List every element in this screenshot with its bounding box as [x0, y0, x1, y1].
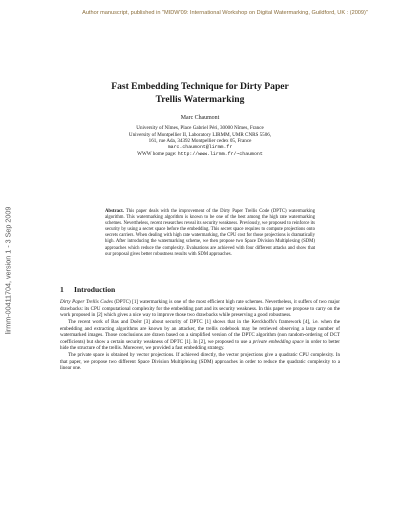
title-line-1: Fast Embedding Technique for Dirty Paper — [111, 81, 289, 92]
homepage-label: WWW home page: — [137, 151, 177, 158]
abstract-label: Abstract. — [105, 209, 124, 214]
paragraph-1-text: (DPTC) [1] watermarking is one of the most efficient high rate schemes. Nevertheless, it suffers of two major drawbacks: its CPU computational complexity for the embedding part and its security weakness. In this paper we propose to carry on the work proposed in [2] which gives a nice way to improve those two drawbacks while preserving a good robustness. — [60, 299, 340, 318]
paper-title — [60, 81, 340, 106]
paragraph-2-text-a: The recent work of Bas and Doërr [3] about security of DPTC [1] shows that in the Kerckhoffs's framework [4], i.e. when the embedding and extracting algorithms are known by an attacker, the trellis codebook may be retrieved observing a large number of watermarked images. Those conclusions are drawn based on a simplified version of the DPTC algorithm (non random-ordering of DCT coefficients) but show a certain security weakness of DPTC [1]. In [2], we proposed to use a — [60, 319, 340, 345]
paragraph-1 — [60, 299, 340, 319]
paragraph-2 — [60, 319, 340, 352]
affiliation-block — [70, 125, 330, 159]
introduction-body — [60, 299, 340, 372]
hal-identifier-margin — [3, 190, 13, 350]
affiliation-line-1: University of Nîmes, Place Gabriel Péri, 30000 Nîmes, France — [136, 125, 264, 131]
paragraph-2-text-b: in order to better hide the structure of the trellis. Moreover, we provided a fast embedding strategy. — [60, 338, 340, 351]
paragraph-3: The private space is obtained by vector projections. If achieved directly, the vector projections give a quadratic CPU complexity. In that paper, we propose two different Space Division Multiplexing (SDM) approaches in order to reduce the quadratic complexity to a linear one. — [60, 352, 340, 371]
section-title: Introduction — [74, 285, 116, 294]
affiliation-line-2: University of Montpellier II, Laboratory LIRMM, UMR CNRS 5506, — [128, 131, 272, 138]
abstract — [105, 209, 315, 258]
author-email[interactable]: marc.chaumont@lirmm.fr — [167, 144, 233, 150]
paragraph-2-emphasis: private embedding space — [252, 338, 304, 345]
section-heading-introduction — [60, 285, 340, 294]
homepage-line — [70, 151, 330, 159]
hal-identifier-text: lirmm-00411704, version 1 - 3 Sep 2009 — [3, 206, 13, 334]
homepage-link[interactable]: http://www.lirmm.fr/~chaumont — [177, 152, 263, 158]
section-number: 1 — [60, 285, 64, 294]
publication-note: Author manuscript, published in "MIDW'09: International Workshop on Digital Watermarking, Guildford, UK : (2009)" — [82, 10, 368, 16]
author-name: Marc Chaumont — [180, 115, 220, 121]
title-line-2: Trellis Watermarking — [155, 93, 245, 105]
affiliation-line-3: 161, rue Ada, 34392 Montpellier cedex 05, France — [148, 138, 252, 145]
paragraph-1-emphasis: Dirty Paper Trellis Codes — [60, 299, 113, 305]
abstract-text: This paper deals with the improvement of the Dirty Paper Trellis Code (DPTC) watermarking algorithm. This watermarking algorithm is known to be one of the best among the high rate watermarking schemes. Nevertheless, recent researches reveal its security weakness. Previously, we proposed to reinforce its security by using a secret space before the embedding. This secret space requires to compute projections onto secrets carriers. When dealing with high rate watermarking, the CPU cost for those projections is dramatically high. After introducing the watermarking scheme, we then propose two Space Division Multiplexing (SDM) approaches which reduce the complexity. Evaluations are achieved with four different attacks and show that our proposal gives better robustness results with SDM approaches. — [105, 209, 315, 257]
